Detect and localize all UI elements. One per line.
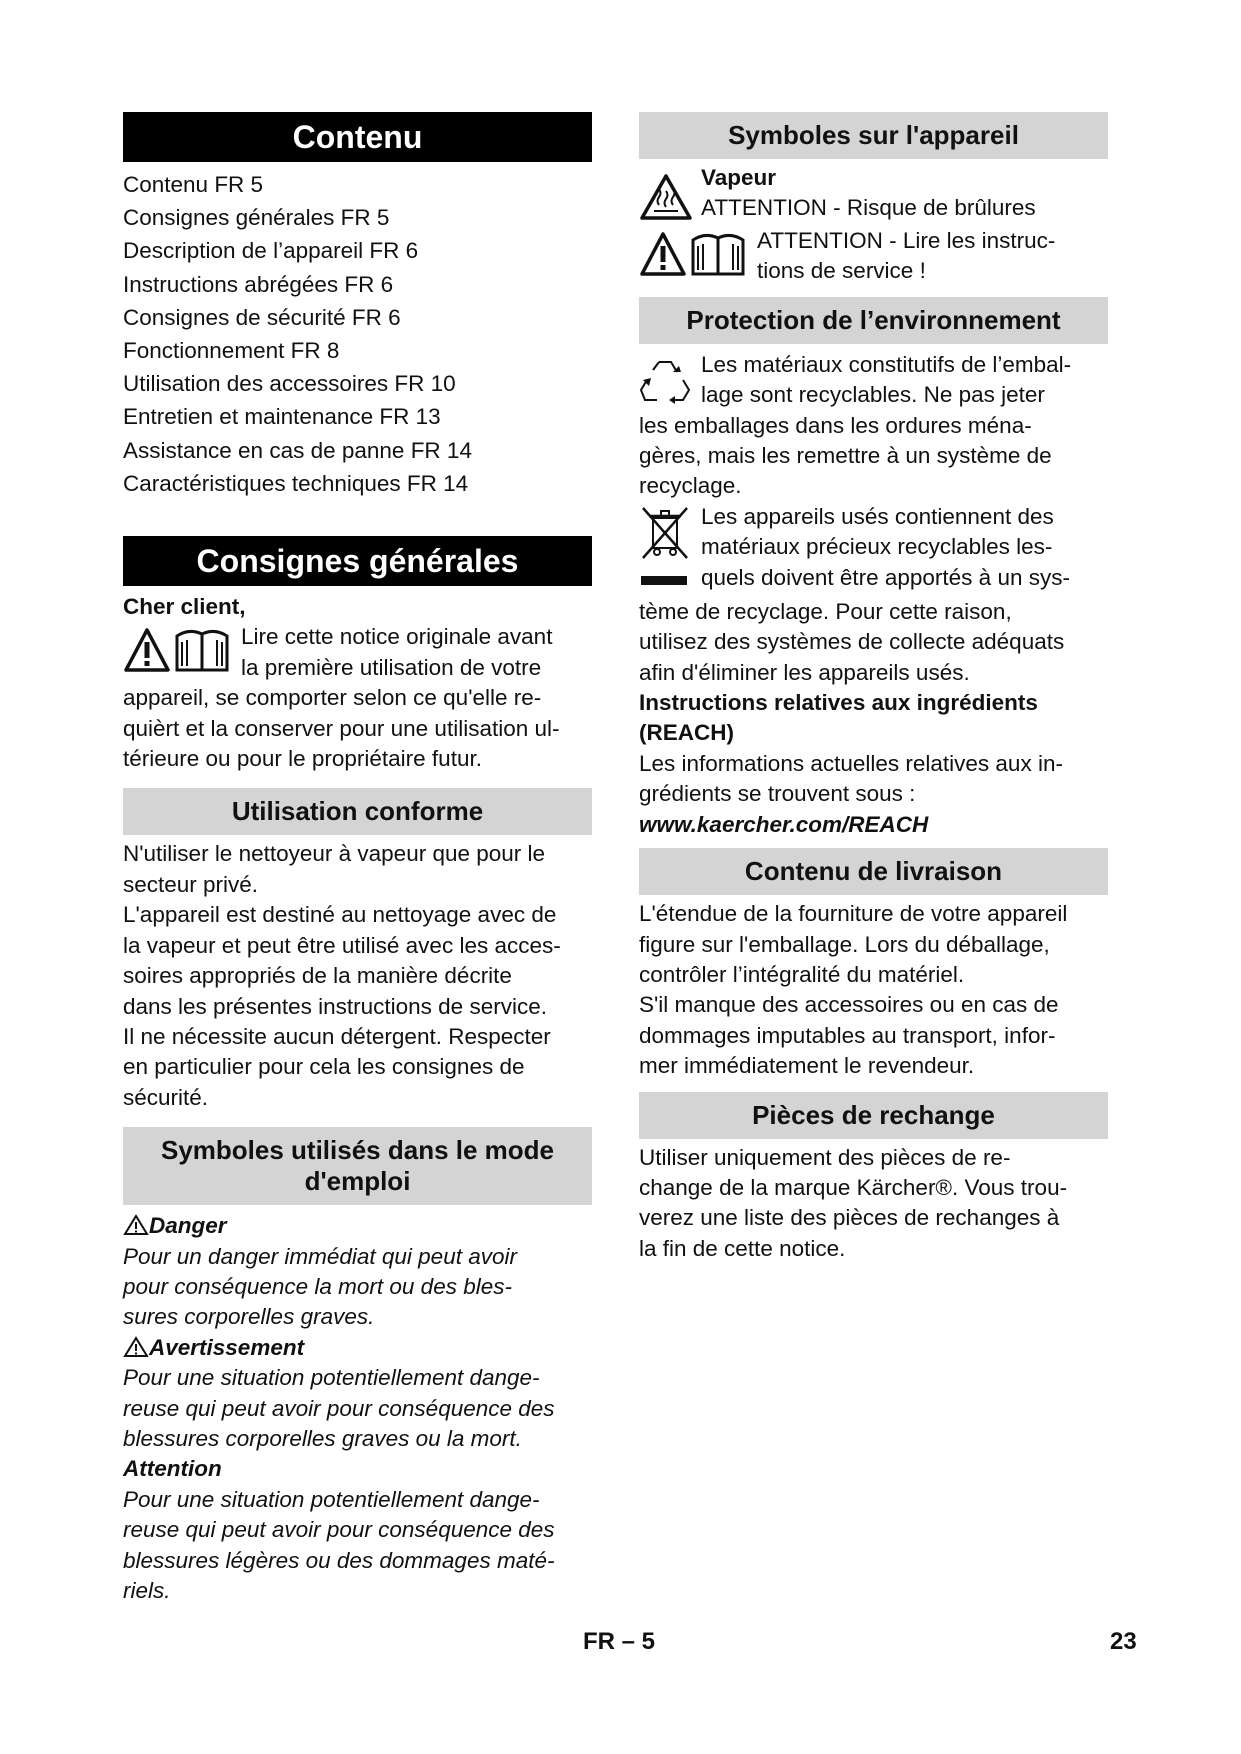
body-line: recyclage. [639,473,742,499]
body-line: sures corporelles graves. [123,1304,375,1330]
environnement-heading: Protection de l’environnement [639,297,1108,344]
utilisation-text [123,839,592,1113]
read-manual-notice [123,622,592,683]
body-line: reuse qui peut avoir pour conséquence des [123,1517,555,1543]
danger-block [123,1211,592,1333]
recycle-icon [639,356,691,409]
toc-item[interactable]: Consignes générales FR 5 [123,205,390,231]
body-line: L'appareil est destiné au nettoyage avec de [123,902,557,928]
body-line: grédients se trouvent sous : [639,781,916,807]
attention-block [123,1454,592,1606]
crossed-out-bin-icon [639,504,691,597]
danger-label: Danger [149,1213,227,1239]
reach-link[interactable]: www.kaercher.com/REACH [639,811,929,837]
body-line: change de la marque Kärcher®. Vous trou- [639,1174,1068,1200]
danger-title [123,1211,592,1241]
symboles-appareil-heading: Symboles sur l'appareil [639,112,1108,159]
body-line: contrôler l’intégralité du matériel. [639,961,965,987]
page-number: 23 [1110,1628,1137,1655]
body-line: Utiliser uniquement des pièces de re- [639,1144,1011,1170]
table-of-contents [123,168,592,500]
body-line: reuse qui peut avoir pour conséquence des [123,1395,555,1421]
body-line: matériaux précieux recyclables les- [701,534,1053,560]
body-line: mer immédiatement le revendeur. [639,1053,975,1079]
manual-line: ATTENTION - Lire les instruc- [757,228,1056,253]
notice-line: Lire cette notice originale avant [241,624,553,650]
body-line: lage sont recyclables. Ne pas jeter [701,382,1045,408]
manual-symbol-row [639,226,1108,287]
body-line: dans les présentes instructions de service. [123,993,547,1019]
greeting: Cher client, [123,594,246,620]
livraison-heading: Contenu de livraison [639,848,1108,895]
toc-item[interactable]: Caractéristiques techniques FR 14 [123,470,469,496]
pieces-text [639,1143,1108,1265]
body-line: figure sur l'emballage. Lors du déballage, [639,931,1050,957]
warning-manual-icon [123,626,231,679]
recycle-row [639,350,1108,411]
toc-item[interactable]: Fonctionnement FR 8 [123,338,340,364]
body-line: blessures légères ou des dommages maté- [123,1547,555,1573]
body-line: Il ne nécessite aucun détergent. Respecter [123,1023,551,1049]
toc-item[interactable]: Utilisation des accessoires FR 10 [123,371,456,397]
avertissement-title [123,1333,592,1363]
reach-title: Instructions relatives aux ingrédients [639,690,1038,716]
reach-title: (REACH) [639,720,734,746]
body-line: dommages imputables au transport, infor- [639,1022,1056,1048]
toc-item[interactable]: Contenu FR 5 [123,172,264,197]
body-line: en particulier pour cela les consignes de [123,1054,525,1080]
heading-line: d'emploi [304,1166,411,1197]
body-line: pour conséquence la mort ou des bles- [123,1273,512,1299]
body-line: verez une liste des pièces de rechanges à [639,1205,1060,1231]
body-line: quels doivent être apportés à un sys- [701,564,1070,590]
body-line: secteur privé. [123,871,259,897]
body-line: riels. [123,1578,171,1603]
body-line: L'étendue de la fourniture de votre appareil [639,901,1068,927]
toc-item[interactable]: Description de l’appareil FR 6 [123,238,419,264]
body-line: les emballages dans les ordures ména- [639,412,1032,438]
vapeur-label: Vapeur [701,165,777,190]
right-column [639,112,1108,1264]
body-line: utilisez des systèmes de collecte adéquats [639,629,1065,655]
contenu-heading: Contenu [123,112,592,162]
body-line: N'utiliser le nettoyeur à vapeur que pour le [123,841,546,867]
left-column [123,112,592,1606]
body-line: quièrt et la conserver pour une utilisation ul- [123,715,560,741]
body-line: Les informations actuelles relatives aux in- [639,750,1063,776]
body-line: gères, mais les remettre à un système de [639,443,1052,469]
body-line: Pour un danger immédiat qui peut avoir [123,1243,517,1269]
toc-item[interactable]: Assistance en cas de panne FR 14 [123,437,472,463]
body-line: la fin de cette notice. [639,1235,846,1261]
body-line: Les matériaux constitutifs de l’embal- [701,351,1072,377]
page-label: FR – 5 [583,1628,656,1655]
pieces-heading: Pièces de rechange [639,1092,1108,1139]
avertissement-label: Avertissement [149,1334,305,1360]
warning-triangle-icon [123,1336,149,1358]
body-line: tème de recyclage. Pour cette raison, [639,598,1012,624]
livraison-text [639,899,1108,1081]
weee-row [639,502,1108,597]
body-line: térieure ou pour le propriétaire futur. [123,746,482,772]
attention-label: Attention [123,1456,222,1482]
toc-item[interactable]: Consignes de sécurité FR 6 [123,304,401,330]
manual-line: tions de service ! [757,258,926,284]
body-line: soires appropriés de la manière décrite [123,963,512,989]
body-line: Pour une situation potentiellement dange- [123,1486,540,1512]
body-line: appareil, se comporter selon ce qu'elle re- [123,685,542,711]
body-line: Les appareils usés contiennent des [701,503,1054,529]
symboles-mode-heading [123,1127,592,1205]
heading-line: Symboles utilisés dans le mode [160,1135,555,1166]
utilisation-heading: Utilisation conforme [123,788,592,835]
vapeur-symbol-row [639,163,1108,226]
body-line: afin d'éliminer les appareils usés. [639,659,970,685]
avertissement-block [123,1333,592,1455]
warning-manual-icon [639,230,747,283]
body-line: S'il manque des accessoires ou en cas de [639,992,1059,1018]
consignes-heading: Consignes générales [123,536,592,586]
notice-line: la première utilisation de votre [241,654,542,680]
hot-steam-warning-icon [639,173,693,226]
warning-triangle-icon [123,1214,149,1236]
toc-item[interactable]: Entretien et maintenance FR 13 [123,404,441,430]
body-line: sécurité. [123,1084,209,1110]
body-line: la vapeur et peut être utilisé avec les acces- [123,932,561,958]
vapeur-text: ATTENTION - Risque de brûlures [701,195,1036,221]
body-line: blessures corporelles graves ou la mort. [123,1425,522,1451]
body-line: Pour une situation potentiellement dange- [123,1365,540,1391]
toc-item[interactable]: Instructions abrégées FR 6 [123,271,394,297]
